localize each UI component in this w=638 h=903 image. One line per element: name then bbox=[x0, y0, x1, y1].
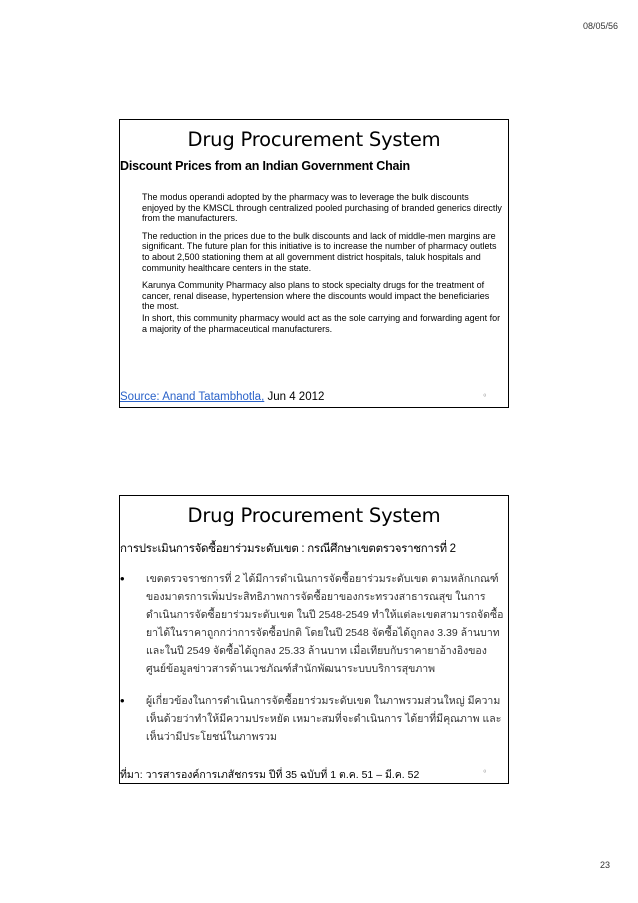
paragraph: The modus operandi adopted by the pharmacy was to leverage the bulk discounts enjoyed by the KMSCL through centralized pooled purchasing of branded generics directly from the manufacturers. bbox=[142, 192, 502, 224]
list-item bbox=[120, 692, 504, 746]
list-item bbox=[120, 570, 504, 678]
source-date: Jun 4 2012 bbox=[264, 391, 325, 403]
source-citation: ที่มา: วารสารองค์การเภสัชกรรม ปีที่ 35 ฉบับที่ 1 ต.ค. 51 – มี.ค. 52 bbox=[120, 769, 420, 781]
slide-subtitle: การประเมินการจัดซื้อยาร่วมระดับเขต : กรณีศึกษาเขตตรวจราชการที่ 2 bbox=[120, 543, 456, 555]
paragraph: The reduction in the prices due to the bulk discounts and lack of middle-men margins are significant. The future plan for this initiative is to increase the number of pharmacy outlets to about 2,500 stationing them at all government district hospitals, taluk hospitals and community healthcare centers in the state. bbox=[142, 230, 497, 273]
bullet-text: เขตตรวจราชการที่ 2 ได้มีการดำเนินการจัดซื้อยาร่วมระดับเขต ตามหลักเกณฑ์ของมาตรการเพิ่มประสิทธิภาพการจัดซื้อยาของกระทรวงสาธารณสุข ในการดำเนินการจัดซื้อยาร่วมระดับเขต ในปี 2548-2549 ทำให้แต่ละเขตสามารถจัดซื้อยาได้ในราคาถูกกว่าการจัดซื้อปกติ โดยในปี 2548 จัดซื้อได้ถูกลง 3.39 ล้านบาทและในปี 2549 จัดซื้อได้ถูกลง 25.33 ล้านบาท เมื่อเทียบกับราคายาอ้างอิงของศูนย์ข้อมูลข่าวสารด้านเวชภัณฑ์สำนักพัฒนาระบบบริการสุขภาพ bbox=[146, 573, 504, 675]
slide-mark: º bbox=[483, 394, 486, 401]
header-date: 08/05/56 bbox=[582, 21, 618, 31]
slide-title: Drug Procurement System bbox=[187, 504, 441, 527]
slide-subtitle: Discount Prices from an Indian Government Chain bbox=[120, 159, 410, 173]
slide-2 bbox=[119, 495, 509, 784]
bullet-list bbox=[120, 570, 504, 746]
source-citation bbox=[120, 391, 324, 403]
source-link[interactable]: Source: Anand Tatambhotla, bbox=[120, 391, 265, 403]
paragraph: Karunya Community Pharmacy also plans to stock specialty drugs for the treatment of cancer, renal disease, hypertension where the discounts would impact the beneficiaries the most. bbox=[142, 280, 490, 312]
slide-title: Drug Procurement System bbox=[187, 128, 441, 151]
bullet-text: ผู้เกี่ยวข้องในการดำเนินการจัดซื้อยาร่วมระดับเขต ในภาพรวมส่วนใหญ่ มีความเห็นด้วยว่าทำให้มีความประหยัด เหมาะสมที่จะดำเนินการ ได้ยาที่มีคุณภาพ และเห็นว่ามีประโยชน์ในภาพรวม bbox=[146, 695, 502, 743]
slide-body bbox=[142, 192, 502, 341]
slide-1 bbox=[119, 119, 509, 408]
bullet-icon: • bbox=[120, 693, 125, 708]
paragraph: In short, this community pharmacy would act as the sole carrying and forwarding agent for a majority of the pharmaceutical manufacturers. bbox=[142, 312, 501, 334]
bullet-icon: • bbox=[120, 571, 125, 586]
page-number: 23 bbox=[599, 860, 610, 870]
slide-mark: º bbox=[483, 770, 486, 777]
